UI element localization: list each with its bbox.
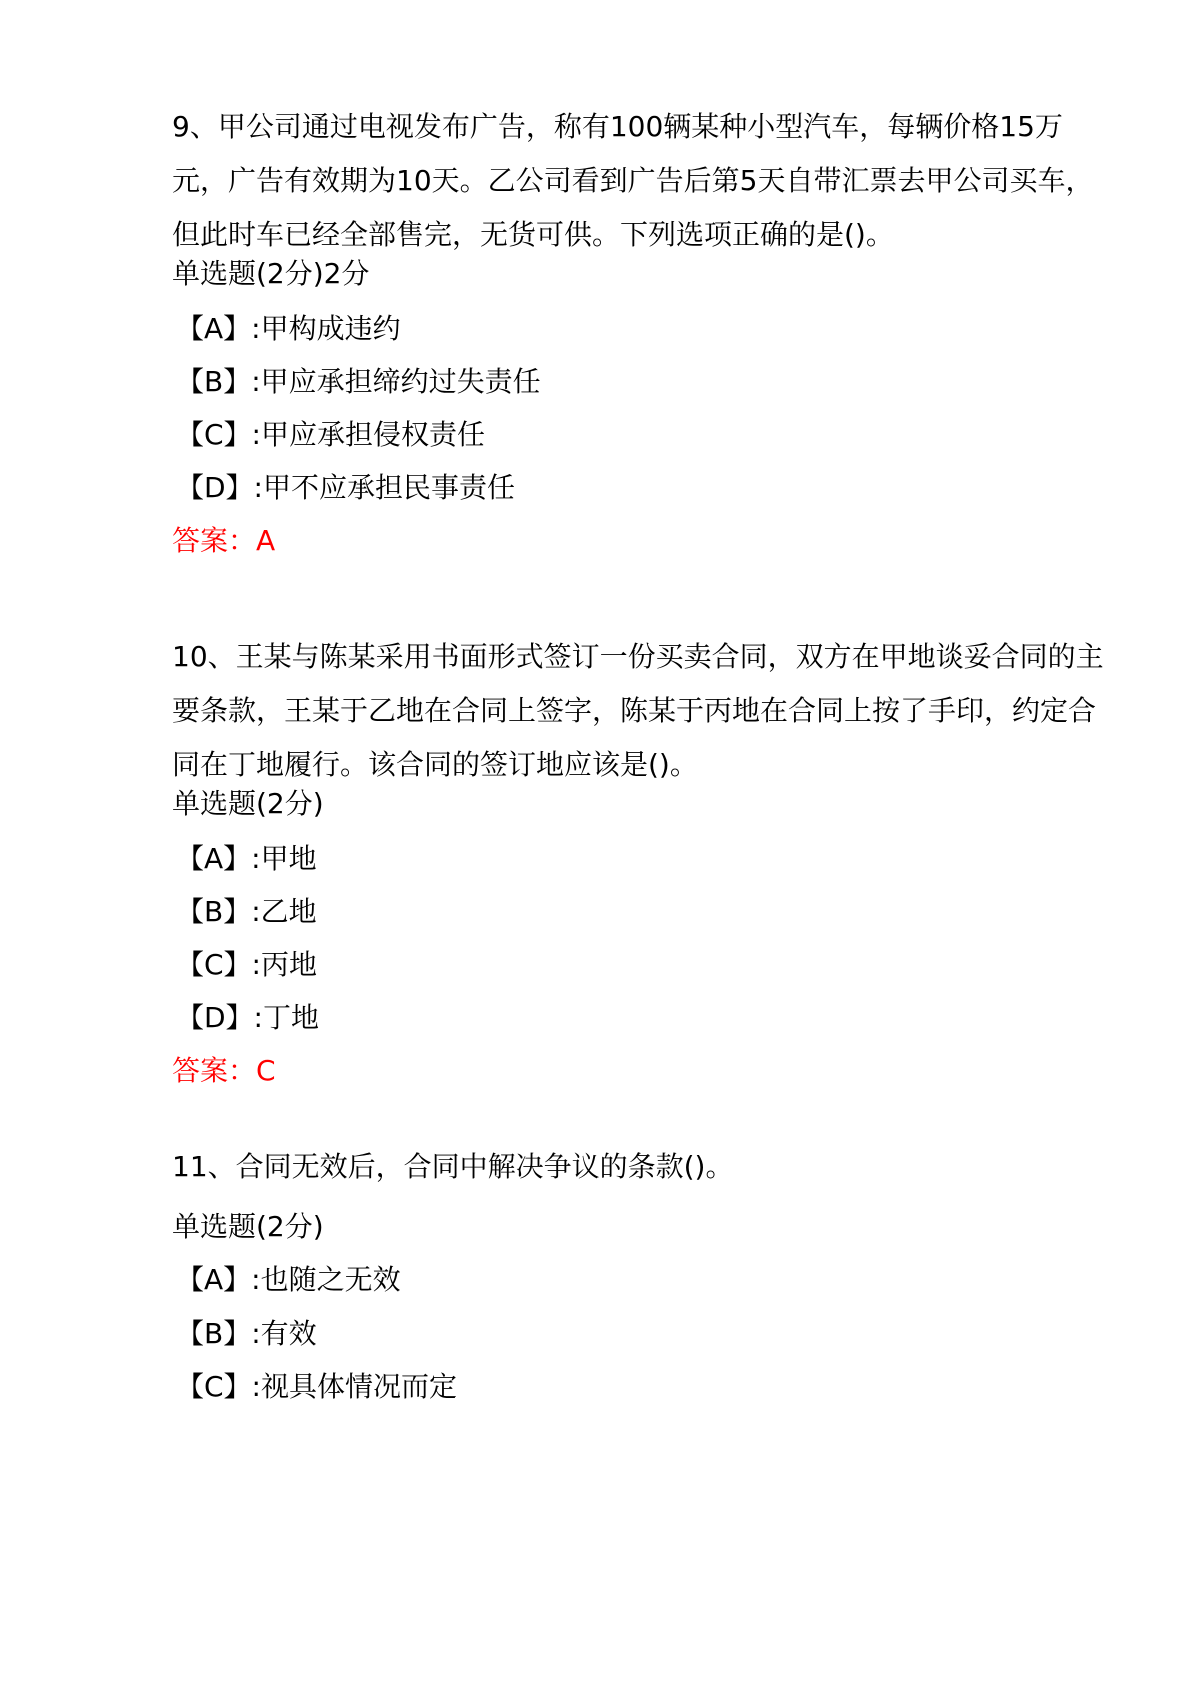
- question-11-type-label: 单选题(2分): [172, 1210, 324, 1243]
- question-10-option-b: 【B】:乙地: [176, 895, 317, 928]
- question-9-option-a: 【A】:甲构成违约: [176, 312, 401, 345]
- question-9-option-b: 【B】:甲应承担缔约过失责任: [176, 365, 541, 398]
- question-10-option-c: 【C】:丙地: [176, 948, 317, 981]
- question-9-type-label: 单选题(2分)2分: [172, 257, 370, 290]
- question-10-type-label: 单选题(2分): [172, 787, 324, 820]
- question-11-option-c: 【C】:视具体情况而定: [176, 1370, 457, 1403]
- question-9-stem-line-2: 元，广告有效期为10天。乙公司看到广告后第5天自带汇票去甲公司买车，: [172, 164, 1094, 197]
- question-9-stem: [172, 100, 1094, 262]
- question-11-stem-line-1: 11、合同无效后，合同中解决争议的条款()。: [172, 1150, 734, 1183]
- question-10-stem-line-3: 同在丁地履行。该合同的签订地应该是()。: [172, 748, 698, 781]
- question-10-option-a: 【A】:甲地: [176, 842, 317, 875]
- question-10-stem-line-2: 要条款，王某于乙地在合同上签字，陈某于丙地在合同上按了手印，约定合: [172, 694, 1097, 727]
- question-9-answer: 答案：A: [172, 524, 276, 557]
- question-10-option-d: 【D】:丁地: [176, 1001, 319, 1034]
- question-11-option-b: 【B】:有效: [176, 1317, 317, 1350]
- question-10-stem: [172, 630, 1104, 792]
- question-9-stem-line-1: 9、甲公司通过电视发布广告，称有100辆某种小型汽车，每辆价格15万: [172, 110, 1063, 143]
- question-11-option-a: 【A】:也随之无效: [176, 1263, 401, 1296]
- question-9-stem-line-3: 但此时车已经全部售完，无货可供。下列选项正确的是()。: [172, 218, 894, 251]
- question-10-answer: 答案：C: [172, 1054, 276, 1087]
- question-9-option-c: 【C】:甲应承担侵权责任: [176, 418, 485, 451]
- question-10-stem-line-1: 10、王某与陈某采用书面形式签订一份买卖合同，双方在甲地谈妥合同的主: [172, 640, 1104, 673]
- question-9-option-d: 【D】:甲不应承担民事责任: [176, 471, 515, 504]
- question-11-stem: [172, 1140, 1087, 1194]
